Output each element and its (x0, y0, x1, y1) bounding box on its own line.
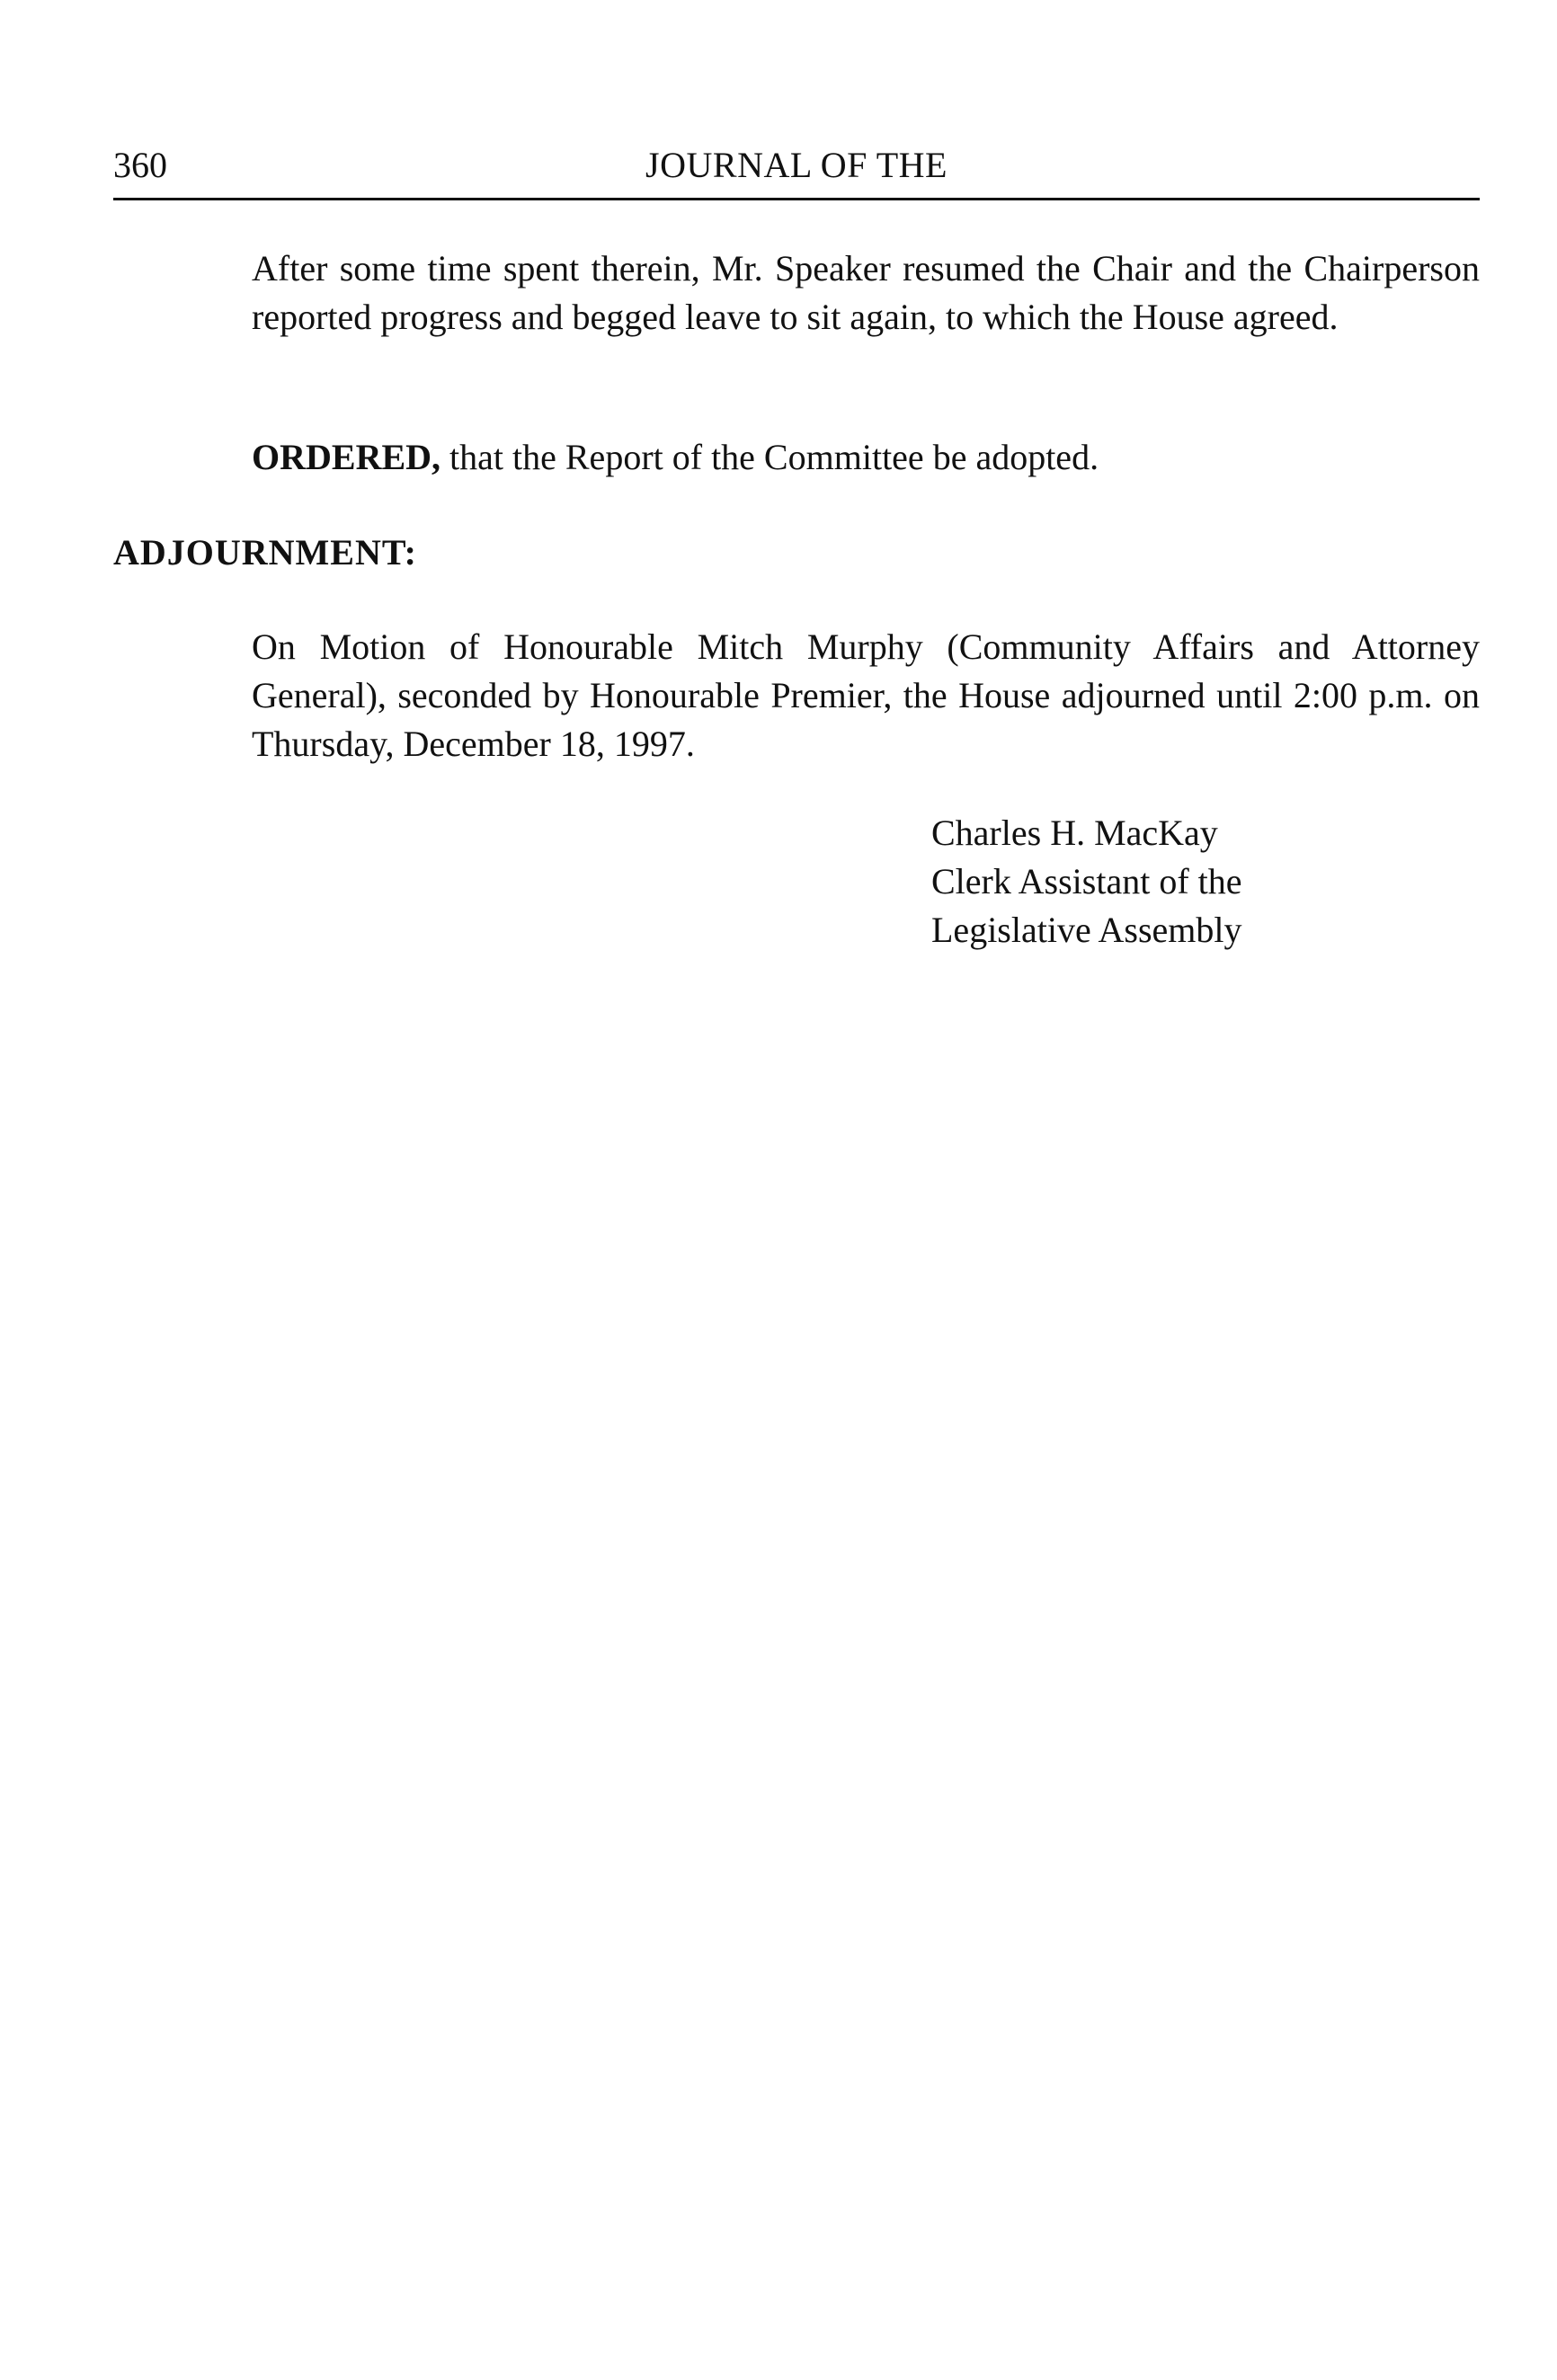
signature-block (931, 809, 1242, 955)
page-number: 360 (113, 145, 167, 185)
signatory-title-line-2: Legislative Assembly (931, 910, 1242, 950)
page-header (113, 142, 1480, 196)
header-rule (113, 198, 1480, 200)
ordered-paragraph (252, 433, 1480, 482)
adjournment-paragraph: On Motion of Honourable Mitch Murphy (Community Affairs and Attorney General), seconded by Honourable Premier, the House adjourned until 2:00 p.m. on Thursday, December 18, 1997. (252, 626, 1480, 764)
ordered-label: ORDERED, (252, 437, 441, 477)
signatory-title-line-1: Clerk Assistant of the (931, 861, 1242, 901)
signatory-name: Charles H. MacKay (931, 813, 1218, 853)
running-head: JOURNAL OF THE (645, 145, 948, 185)
ordered-text: that the Report of the Committee be adopted. (440, 437, 1099, 477)
progress-paragraph: After some time spent therein, Mr. Speaker resumed the Chair and the Chairperson reported progress and begged leave to sit again, to which the House agreed. (252, 248, 1480, 337)
section-heading-adjournment: ADJOURNMENT: (113, 532, 417, 573)
